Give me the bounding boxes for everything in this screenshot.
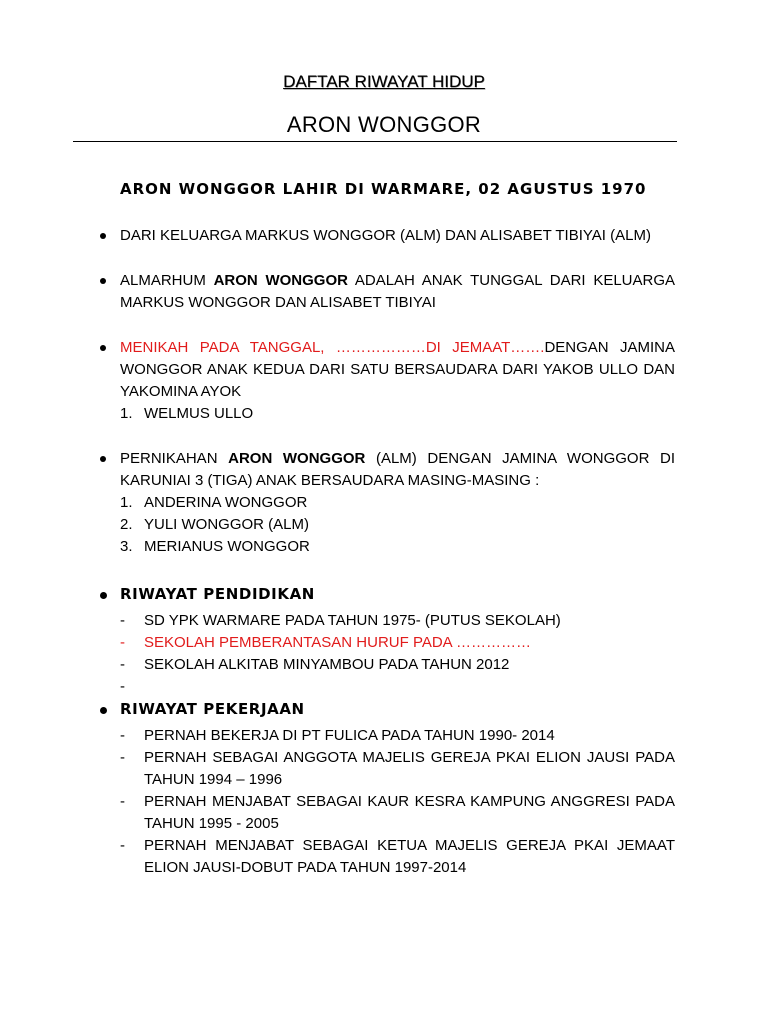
- children-suffix: (ALM) DENGAN JAMINA WONGGOR DI KARUNIAI 3 (TIGA) ANAK BERSAUDARA MASING-MASING :: [120, 450, 675, 489]
- list-item: - PERNAH MENJABAT SEBAGAI KETUA MAJELIS GEREJA PKAI JEMAAT ELION JAUSI-DOBUT PADA TAHUN 1997-2014: [120, 835, 675, 879]
- list-number: 1.: [120, 405, 133, 422]
- list-item: - SD YPK WARMARE PADA TAHUN 1975- (PUTUS SEKOLAH): [120, 610, 675, 632]
- list-item: [120, 514, 675, 536]
- list-item: - PERNAH MENJABAT SEBAGAI KAUR KESRA KAMPUNG ANGGRESI PADA TAHUN 1995 - 2005: [120, 791, 675, 835]
- only-child-paragraph: [120, 270, 675, 314]
- list-item-empty: [120, 676, 675, 698]
- person-name-heading: ARON WONGGOR: [286, 112, 482, 137]
- list-number: 1.: [120, 494, 133, 511]
- education-heading: RIWAYAT PENDIDIKAN: [120, 583, 675, 605]
- marriage-date-placeholder: MENIKAH PADA TANGGAL, ………………DI JEMAAT…….: [120, 339, 545, 356]
- only-child-prefix: ALMARHUM: [120, 272, 214, 289]
- children-list: [120, 492, 675, 558]
- list-number: 2.: [120, 516, 133, 533]
- list-item-text: WELMUS ULLO: [144, 405, 254, 422]
- in-law-list: [120, 403, 675, 425]
- list-item: - SEKOLAH PEMBERANTASAN HURUF PADA ……………: [120, 632, 675, 654]
- marriage-details: DENGAN JAMINA WONGGOR ANAK KEDUA DARI SATU BERSAUDARA DARI YAKOB ULLO DAN YAKOMINA AYOK: [120, 339, 675, 400]
- work-list: [120, 725, 675, 879]
- list-item-text: ANDERINA WONGGOR: [144, 494, 308, 511]
- family-origin-paragraph: DARI KELUARGA MARKUS WONGGOR (ALM) DAN ALISABET TIBIYAI (ALM): [120, 225, 675, 247]
- document-title: DAFTAR RIWAYAT HIDUP: [283, 72, 485, 91]
- list-item: - PERNAH SEBAGAI ANGGOTA MAJELIS GEREJA PKAI ELION JAUSI PADA TAHUN 1994 – 1996: [120, 747, 675, 791]
- list-item: [120, 403, 675, 425]
- birth-statement: ARON WONGGOR LAHIR DI WARMARE, 02 AGUSTUS 1970: [120, 180, 647, 198]
- marriage-paragraph: [120, 337, 675, 403]
- work-heading: RIWAYAT PEKERJAAN: [120, 698, 675, 720]
- list-item-text: YULI WONGGOR (ALM): [144, 516, 310, 533]
- document-body: [120, 176, 675, 879]
- list-item: - SEKOLAH ALKITAB MINYAMBOU PADA TAHUN 2012: [120, 654, 675, 676]
- only-child-name: ARON WONGGOR: [213, 272, 348, 289]
- list-item: - PERNAH BEKERJA DI PT FULICA PADA TAHUN 1990- 2014: [120, 725, 675, 747]
- list-item: [120, 492, 675, 514]
- title-divider: [73, 141, 677, 142]
- children-paragraph: [120, 448, 675, 492]
- only-child-suffix: ADALAH ANAK TUNGGAL DARI KELUARGA MARKUS WONGGOR DAN ALISABET TIBIYAI: [120, 272, 676, 311]
- list-item: [120, 536, 675, 558]
- children-name: ARON WONGGOR: [228, 450, 366, 467]
- list-item-text: MERIANUS WONGGOR: [144, 538, 310, 555]
- education-list: [120, 610, 675, 698]
- children-prefix: PERNIKAHAN: [120, 450, 229, 467]
- list-number: 3.: [120, 538, 133, 555]
